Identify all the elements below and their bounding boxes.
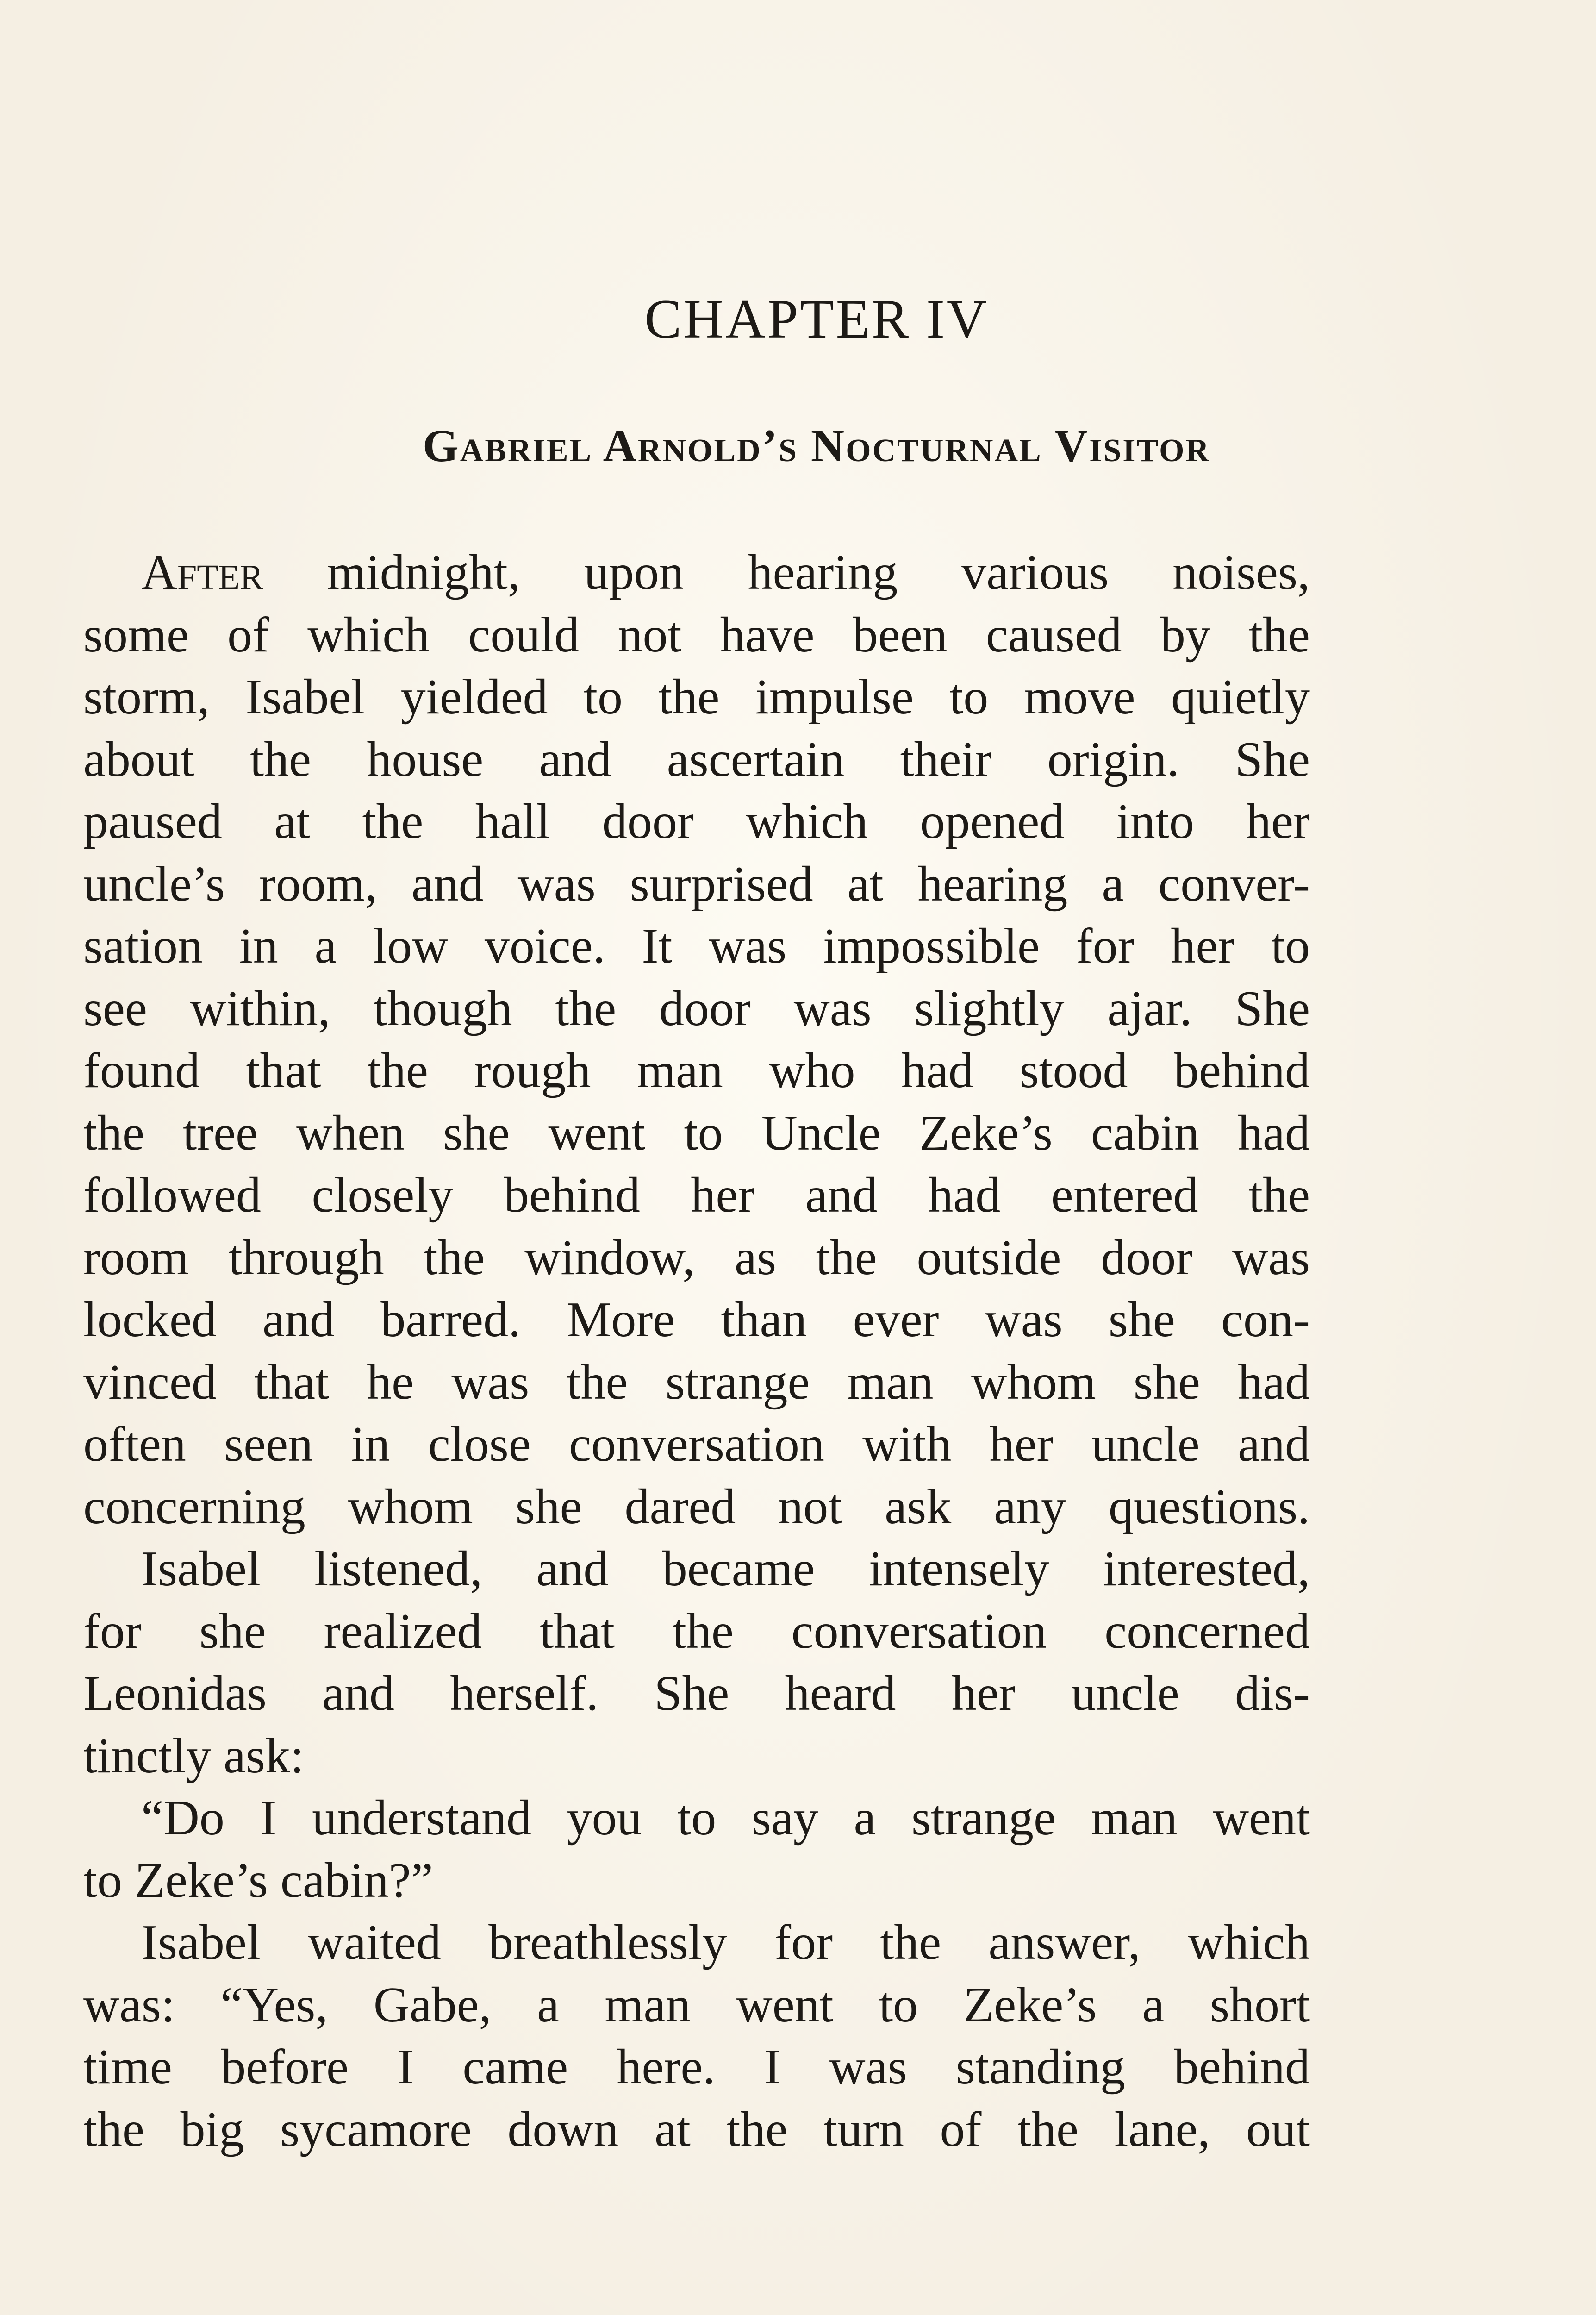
text-line: the tree when she went to Uncle Zeke’s cabin had <box>83 1105 1310 1161</box>
text-line: often seen in close conversation with her uncle and <box>83 1417 1310 1472</box>
text-line: uncle’s room, and was surprised at hearing a conver- <box>83 856 1310 912</box>
text-line: vinced that he was the strange man whom she had <box>83 1354 1310 1410</box>
chapter-title: CHAPTER IV <box>644 288 989 350</box>
text-line: sation in a low voice. It was impossible for her to <box>83 919 1310 974</box>
text-line: concerning whom she dared not ask any questions. <box>83 1479 1310 1534</box>
text-line: see within, though the door was slightly ajar. She <box>83 981 1310 1036</box>
text-line: tinctly ask: <box>83 1728 304 1783</box>
text-line: the big sycamore down at the turn of the lane, out <box>83 2102 1310 2157</box>
body-text <box>83 542 1310 2161</box>
text-line: to Zeke’s cabin?” <box>83 1852 433 1908</box>
text-line: storm, Isabel yielded to the impulse to move quietly <box>83 669 1310 725</box>
text-line: paused at the hall door which opened into her <box>83 794 1310 849</box>
text-line: found that the rough man who had stood behind <box>83 1043 1310 1098</box>
text-line: room through the window, as the outside door was <box>83 1230 1310 1285</box>
text-line: followed closely behind her and had entered the <box>83 1168 1310 1223</box>
text-line: Isabel waited breathlessly for the answer, which <box>141 1915 1310 1970</box>
text-line: was: “Yes, Gabe, a man went to Zeke’s a short <box>83 1977 1310 2033</box>
text-line: for she realized that the conversation concerned <box>83 1603 1310 1659</box>
chapter-subtitle: Gabriel Arnold’s Nocturnal Visitor <box>423 420 1210 471</box>
text-line: “Do I understand you to say a strange man went <box>141 1790 1310 1846</box>
text-line: some of which could not have been caused by the <box>83 607 1310 663</box>
text-line: about the house and ascertain their origin. She <box>83 732 1310 787</box>
text-line: time before I came here. I was standing behind <box>83 2040 1310 2095</box>
text-line: After midnight, upon hearing various noises, <box>141 545 1310 600</box>
text-line: locked and barred. More than ever was she con- <box>83 1292 1310 1347</box>
text-line: Leonidas and herself. She heard her uncle dis- <box>83 1666 1310 1721</box>
text-line: Isabel listened, and became intensely interested, <box>141 1541 1310 1596</box>
